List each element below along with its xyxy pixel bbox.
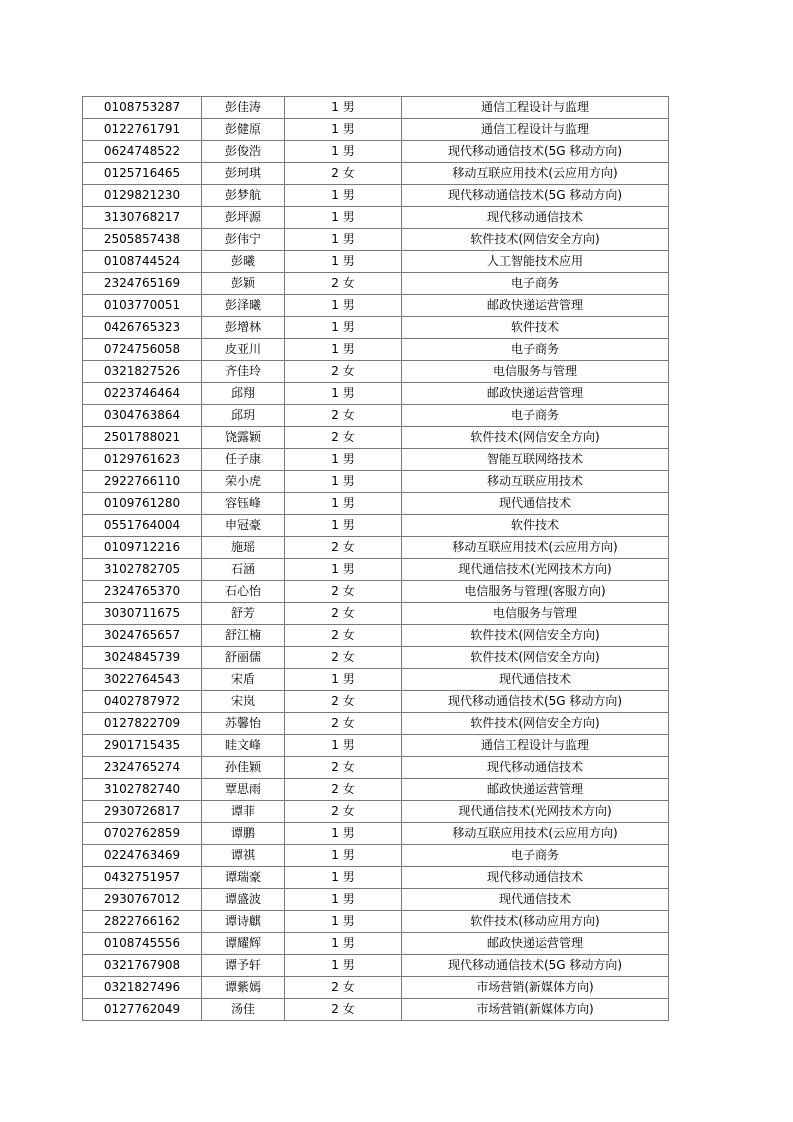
roster-body — [83, 97, 669, 1021]
student-id-cell: 0108753287 — [83, 97, 202, 119]
table-row — [83, 251, 669, 273]
gender-code: 1 — [331, 892, 339, 906]
gender-code: 1 — [331, 386, 339, 400]
gender-label: 女 — [342, 364, 355, 378]
gender-code: 1 — [331, 144, 339, 158]
table-row — [83, 515, 669, 537]
gender-cell — [285, 559, 402, 581]
student-name-cell: 邱翔 — [202, 383, 285, 405]
gender-cell — [285, 933, 402, 955]
gender-cell — [285, 735, 402, 757]
gender-label: 男 — [342, 936, 355, 950]
student-name-cell: 彭健原 — [202, 119, 285, 141]
student-name-cell: 石心怡 — [202, 581, 285, 603]
gender-cell — [285, 207, 402, 229]
gender-code: 2 — [331, 760, 339, 774]
table-row — [83, 471, 669, 493]
gender-code: 2 — [331, 276, 339, 290]
major-cell: 通信工程设计与监理 — [402, 119, 669, 141]
gender-label: 女 — [342, 166, 355, 180]
student-name-cell: 谭祺 — [202, 845, 285, 867]
gender-label: 女 — [342, 276, 355, 290]
student-id-cell: 3022764543 — [83, 669, 202, 691]
major-cell: 电子商务 — [402, 339, 669, 361]
gender-cell — [285, 427, 402, 449]
gender-cell — [285, 273, 402, 295]
student-name-cell: 宋岚 — [202, 691, 285, 713]
major-cell: 现代通信技术 — [402, 493, 669, 515]
student-name-cell: 宋盾 — [202, 669, 285, 691]
student-id-cell: 3024765657 — [83, 625, 202, 647]
gender-label: 男 — [342, 562, 355, 576]
major-cell: 软件技术(网信安全方向) — [402, 625, 669, 647]
table-row — [83, 119, 669, 141]
gender-cell — [285, 383, 402, 405]
student-id-cell: 0724756058 — [83, 339, 202, 361]
gender-label: 男 — [342, 122, 355, 136]
table-row — [83, 273, 669, 295]
student-name-cell: 谭诗麒 — [202, 911, 285, 933]
major-cell: 软件技术(移动应用方向) — [402, 911, 669, 933]
major-cell: 软件技术(网信安全方向) — [402, 229, 669, 251]
gender-code: 2 — [331, 430, 339, 444]
student-id-cell: 0551764004 — [83, 515, 202, 537]
gender-label: 男 — [342, 672, 355, 686]
table-row — [83, 779, 669, 801]
gender-code: 1 — [331, 232, 339, 246]
student-id-cell: 0127762049 — [83, 999, 202, 1021]
gender-cell — [285, 823, 402, 845]
table-row — [83, 757, 669, 779]
table-row — [83, 141, 669, 163]
student-name-cell: 彭佳涛 — [202, 97, 285, 119]
gender-code: 2 — [331, 628, 339, 642]
table-row — [83, 647, 669, 669]
gender-code: 1 — [331, 474, 339, 488]
student-name-cell: 谭鹏 — [202, 823, 285, 845]
student-name-cell: 彭坪源 — [202, 207, 285, 229]
gender-cell — [285, 361, 402, 383]
gender-label: 男 — [342, 958, 355, 972]
student-id-cell: 2822766162 — [83, 911, 202, 933]
gender-cell — [285, 471, 402, 493]
student-name-cell: 谭予轩 — [202, 955, 285, 977]
major-cell: 软件技术(网信安全方向) — [402, 427, 669, 449]
gender-code: 1 — [331, 122, 339, 136]
gender-label: 男 — [342, 848, 355, 862]
gender-label: 男 — [342, 188, 355, 202]
gender-label: 女 — [342, 540, 355, 554]
gender-code: 2 — [331, 408, 339, 422]
student-id-cell: 2324765274 — [83, 757, 202, 779]
student-name-cell: 施瑶 — [202, 537, 285, 559]
student-name-cell: 谭盛波 — [202, 889, 285, 911]
gender-cell — [285, 845, 402, 867]
student-name-cell: 彭梦航 — [202, 185, 285, 207]
gender-cell — [285, 713, 402, 735]
gender-label: 男 — [342, 254, 355, 268]
gender-code: 2 — [331, 980, 339, 994]
gender-code: 1 — [331, 496, 339, 510]
major-cell: 电信服务与管理 — [402, 361, 669, 383]
major-cell: 现代移动通信技术(5G 移动方向) — [402, 185, 669, 207]
table-row — [83, 317, 669, 339]
table-row — [83, 427, 669, 449]
major-cell: 市场营销(新媒体方向) — [402, 977, 669, 999]
student-id-cell: 0223746464 — [83, 383, 202, 405]
student-id-cell: 2922766110 — [83, 471, 202, 493]
gender-code: 1 — [331, 452, 339, 466]
student-id-cell: 2930726817 — [83, 801, 202, 823]
gender-label: 女 — [342, 606, 355, 620]
major-cell: 邮政快递运营管理 — [402, 295, 669, 317]
gender-label: 男 — [342, 144, 355, 158]
table-row — [83, 163, 669, 185]
gender-cell — [285, 999, 402, 1021]
student-name-cell: 谭紫嫣 — [202, 977, 285, 999]
student-id-cell: 2901715435 — [83, 735, 202, 757]
gender-code: 2 — [331, 606, 339, 620]
gender-code: 2 — [331, 584, 339, 598]
gender-cell — [285, 163, 402, 185]
gender-label: 男 — [342, 914, 355, 928]
gender-label: 女 — [342, 980, 355, 994]
major-cell: 现代通信技术 — [402, 889, 669, 911]
gender-code: 1 — [331, 188, 339, 202]
gender-cell — [285, 603, 402, 625]
table-row — [83, 185, 669, 207]
gender-cell — [285, 691, 402, 713]
gender-label: 女 — [342, 650, 355, 664]
gender-code: 2 — [331, 540, 339, 554]
student-name-cell: 石涵 — [202, 559, 285, 581]
student-id-cell: 0122761791 — [83, 119, 202, 141]
table-row — [83, 691, 669, 713]
gender-code: 2 — [331, 364, 339, 378]
major-cell: 人工智能技术应用 — [402, 251, 669, 273]
table-row — [83, 383, 669, 405]
gender-code: 1 — [331, 342, 339, 356]
student-name-cell: 饶露颖 — [202, 427, 285, 449]
gender-cell — [285, 625, 402, 647]
major-cell: 现代移动通信技术(5G 移动方向) — [402, 955, 669, 977]
table-row — [83, 207, 669, 229]
major-cell: 软件技术 — [402, 317, 669, 339]
gender-cell — [285, 251, 402, 273]
gender-cell — [285, 515, 402, 537]
gender-label: 女 — [342, 1002, 355, 1016]
major-cell: 软件技术 — [402, 515, 669, 537]
gender-cell — [285, 119, 402, 141]
major-cell: 现代移动通信技术 — [402, 757, 669, 779]
major-cell: 邮政快递运营管理 — [402, 383, 669, 405]
gender-code: 1 — [331, 870, 339, 884]
gender-label: 男 — [342, 232, 355, 246]
student-id-cell: 0402787972 — [83, 691, 202, 713]
major-cell: 通信工程设计与监理 — [402, 735, 669, 757]
gender-cell — [285, 867, 402, 889]
student-name-cell: 齐佳玲 — [202, 361, 285, 383]
student-name-cell: 邱玥 — [202, 405, 285, 427]
student-id-cell: 0109761280 — [83, 493, 202, 515]
student-name-cell: 容钰峰 — [202, 493, 285, 515]
table-row — [83, 713, 669, 735]
gender-code: 1 — [331, 958, 339, 972]
gender-code: 1 — [331, 518, 339, 532]
major-cell: 市场营销(新媒体方向) — [402, 999, 669, 1021]
gender-label: 男 — [342, 320, 355, 334]
student-name-cell: 彭伟宁 — [202, 229, 285, 251]
gender-code: 2 — [331, 716, 339, 730]
gender-label: 男 — [342, 738, 355, 752]
student-name-cell: 谭耀辉 — [202, 933, 285, 955]
gender-label: 女 — [342, 694, 355, 708]
major-cell: 电子商务 — [402, 845, 669, 867]
major-cell: 移动互联应用技术(云应用方向) — [402, 537, 669, 559]
table-row — [83, 977, 669, 999]
gender-code: 1 — [331, 936, 339, 950]
gender-cell — [285, 669, 402, 691]
student-id-cell: 0224763469 — [83, 845, 202, 867]
student-name-cell: 彭曦 — [202, 251, 285, 273]
major-cell: 移动互联应用技术(云应用方向) — [402, 163, 669, 185]
table-row — [83, 229, 669, 251]
major-cell: 现代移动通信技术(5G 移动方向) — [402, 691, 669, 713]
table-row — [83, 559, 669, 581]
major-cell: 电信服务与管理(客服方向) — [402, 581, 669, 603]
gender-cell — [285, 185, 402, 207]
student-name-cell: 谭瑞豪 — [202, 867, 285, 889]
gender-code: 1 — [331, 100, 339, 114]
gender-label: 女 — [342, 716, 355, 730]
student-id-cell: 0702762859 — [83, 823, 202, 845]
student-id-cell: 3102782705 — [83, 559, 202, 581]
gender-cell — [285, 449, 402, 471]
student-name-cell: 彭珂琪 — [202, 163, 285, 185]
major-cell: 电子商务 — [402, 273, 669, 295]
student-id-cell: 3102782740 — [83, 779, 202, 801]
table-row — [83, 339, 669, 361]
student-name-cell: 舒丽儒 — [202, 647, 285, 669]
gender-label: 男 — [342, 826, 355, 840]
gender-code: 2 — [331, 166, 339, 180]
table-row — [83, 955, 669, 977]
major-cell: 移动互联应用技术 — [402, 471, 669, 493]
gender-cell — [285, 97, 402, 119]
student-id-cell: 0321827526 — [83, 361, 202, 383]
student-name-cell: 彭增林 — [202, 317, 285, 339]
table-row — [83, 493, 669, 515]
student-name-cell: 汤佳 — [202, 999, 285, 1021]
student-id-cell: 0129761623 — [83, 449, 202, 471]
major-cell: 现代通信技术 — [402, 669, 669, 691]
student-id-cell: 0103770051 — [83, 295, 202, 317]
gender-cell — [285, 493, 402, 515]
gender-label: 女 — [342, 804, 355, 818]
table-row — [83, 999, 669, 1021]
major-cell: 现代移动通信技术 — [402, 207, 669, 229]
major-cell: 现代通信技术(光网技术方向) — [402, 559, 669, 581]
student-id-cell: 3024845739 — [83, 647, 202, 669]
student-name-cell: 申冠豪 — [202, 515, 285, 537]
table-row — [83, 361, 669, 383]
gender-label: 男 — [342, 496, 355, 510]
table-row — [83, 735, 669, 757]
gender-code: 1 — [331, 738, 339, 752]
table-row — [83, 911, 669, 933]
gender-label: 男 — [342, 452, 355, 466]
student-name-cell: 孙佳颖 — [202, 757, 285, 779]
gender-cell — [285, 757, 402, 779]
major-cell: 电子商务 — [402, 405, 669, 427]
student-name-cell: 彭颖 — [202, 273, 285, 295]
student-id-cell: 3030711675 — [83, 603, 202, 625]
gender-label: 男 — [342, 210, 355, 224]
major-cell: 软件技术(网信安全方向) — [402, 647, 669, 669]
gender-cell — [285, 295, 402, 317]
major-cell: 通信工程设计与监理 — [402, 97, 669, 119]
major-cell: 现代通信技术(光网技术方向) — [402, 801, 669, 823]
gender-label: 男 — [342, 474, 355, 488]
student-id-cell: 0109712216 — [83, 537, 202, 559]
gender-code: 1 — [331, 914, 339, 928]
gender-cell — [285, 889, 402, 911]
student-id-cell: 3130768217 — [83, 207, 202, 229]
major-cell: 电信服务与管理 — [402, 603, 669, 625]
student-id-cell: 2505857438 — [83, 229, 202, 251]
gender-code: 2 — [331, 782, 339, 796]
student-name-cell: 舒江楠 — [202, 625, 285, 647]
table-row — [83, 603, 669, 625]
gender-cell — [285, 911, 402, 933]
student-id-cell: 0624748522 — [83, 141, 202, 163]
table-row — [83, 537, 669, 559]
gender-cell — [285, 647, 402, 669]
student-name-cell: 舒芳 — [202, 603, 285, 625]
gender-label: 女 — [342, 628, 355, 642]
student-id-cell: 0321827496 — [83, 977, 202, 999]
student-id-cell: 0125716465 — [83, 163, 202, 185]
table-row — [83, 669, 669, 691]
student-name-cell: 皮亚川 — [202, 339, 285, 361]
major-cell: 智能互联网络技术 — [402, 449, 669, 471]
table-row — [83, 889, 669, 911]
student-id-cell: 0127822709 — [83, 713, 202, 735]
gender-label: 男 — [342, 100, 355, 114]
student-id-cell: 2324765370 — [83, 581, 202, 603]
gender-code: 1 — [331, 210, 339, 224]
gender-code: 1 — [331, 298, 339, 312]
gender-label: 女 — [342, 408, 355, 422]
gender-cell — [285, 801, 402, 823]
table-row — [83, 295, 669, 317]
gender-label: 男 — [342, 870, 355, 884]
gender-code: 1 — [331, 320, 339, 334]
student-id-cell: 0321767908 — [83, 955, 202, 977]
student-name-cell: 覃思雨 — [202, 779, 285, 801]
student-id-cell: 2930767012 — [83, 889, 202, 911]
gender-code: 1 — [331, 254, 339, 268]
gender-label: 女 — [342, 782, 355, 796]
gender-label: 男 — [342, 518, 355, 532]
student-name-cell: 彭俊浩 — [202, 141, 285, 163]
gender-cell — [285, 229, 402, 251]
table-row — [83, 823, 669, 845]
gender-cell — [285, 581, 402, 603]
gender-code: 1 — [331, 562, 339, 576]
gender-label: 女 — [342, 584, 355, 598]
major-cell: 邮政快递运营管理 — [402, 933, 669, 955]
gender-code: 2 — [331, 650, 339, 664]
gender-code: 2 — [331, 804, 339, 818]
student-name-cell: 苏馨怡 — [202, 713, 285, 735]
student-name-cell: 彭泽曦 — [202, 295, 285, 317]
gender-label: 男 — [342, 298, 355, 312]
student-name-cell: 任子康 — [202, 449, 285, 471]
gender-cell — [285, 537, 402, 559]
table-row — [83, 845, 669, 867]
table-row — [83, 933, 669, 955]
gender-cell — [285, 977, 402, 999]
gender-code: 1 — [331, 826, 339, 840]
major-cell: 现代移动通信技术 — [402, 867, 669, 889]
major-cell: 移动互联应用技术(云应用方向) — [402, 823, 669, 845]
gender-code: 2 — [331, 1002, 339, 1016]
table-row — [83, 625, 669, 647]
student-id-cell: 2501788021 — [83, 427, 202, 449]
table-row — [83, 405, 669, 427]
gender-cell — [285, 955, 402, 977]
student-roster-table — [82, 96, 669, 1021]
student-name-cell: 眭文峰 — [202, 735, 285, 757]
student-name-cell: 荣小虎 — [202, 471, 285, 493]
student-id-cell: 0304763864 — [83, 405, 202, 427]
student-id-cell: 0129821230 — [83, 185, 202, 207]
student-id-cell: 0108744524 — [83, 251, 202, 273]
gender-cell — [285, 779, 402, 801]
student-id-cell: 0432751957 — [83, 867, 202, 889]
gender-cell — [285, 339, 402, 361]
student-id-cell: 2324765169 — [83, 273, 202, 295]
gender-cell — [285, 317, 402, 339]
gender-code: 1 — [331, 672, 339, 686]
gender-label: 女 — [342, 430, 355, 444]
table-row — [83, 801, 669, 823]
gender-label: 女 — [342, 760, 355, 774]
major-cell: 软件技术(网信安全方向) — [402, 713, 669, 735]
major-cell: 邮政快递运营管理 — [402, 779, 669, 801]
table-row — [83, 97, 669, 119]
gender-label: 男 — [342, 342, 355, 356]
major-cell: 现代移动通信技术(5G 移动方向) — [402, 141, 669, 163]
gender-label: 男 — [342, 892, 355, 906]
table-row — [83, 867, 669, 889]
student-id-cell: 0108745556 — [83, 933, 202, 955]
gender-code: 2 — [331, 694, 339, 708]
gender-label: 男 — [342, 386, 355, 400]
table-row — [83, 449, 669, 471]
student-name-cell: 谭菲 — [202, 801, 285, 823]
student-id-cell: 0426765323 — [83, 317, 202, 339]
gender-cell — [285, 141, 402, 163]
table-row — [83, 581, 669, 603]
gender-cell — [285, 405, 402, 427]
gender-code: 1 — [331, 848, 339, 862]
